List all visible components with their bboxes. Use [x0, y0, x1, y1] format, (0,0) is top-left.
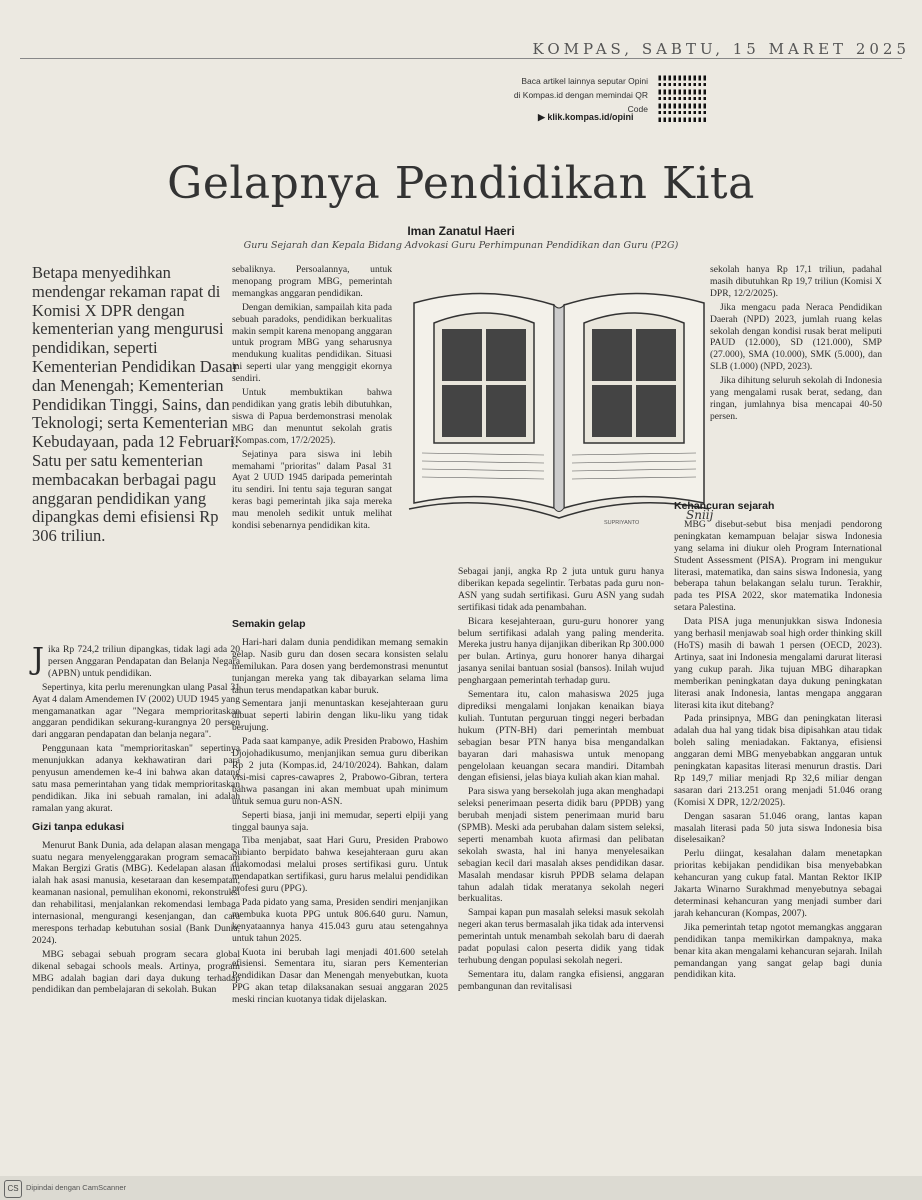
paragraph: Menurut Bank Dunia, ada delapan alasan mengapa suatu negara menyelenggarakan program semacam Makan Bergizi Gratis (MBG). Kedelapan alasan itu ialah hak asasi manusia, kesetaraan dan kesempatan, keamanan nasional, pemulihan ekonomi, rekonstruksi dan rehabilitasi, menjalankan rekomendasi lembaga internasional, mengurangi kesenjangan, dan cara merespons terhadap kebutuhan sosial (Bank Dunia, 2024).	[32, 839, 240, 946]
paragraph: Dengan demikian, sampailah kita pada sebuah paradoks, pendidikan berkualitas makin sempit karena menopang anggaran untuk program MBG yang seharusnya mendukung kualitas pendidikan. Situasi ini seperti ular yang menggigit ekornya sendiri.	[232, 301, 392, 385]
open-book-window-illustration	[404, 263, 714, 533]
illustrator-signature: Sniij	[686, 508, 714, 522]
column-1	[32, 644, 240, 998]
paragraph: Dengan sasaran 51.046 orang, lantas kapan masalah literasi pada 50 juta siswa Indonesia bisa diselesaikan?	[674, 810, 882, 846]
column-2	[232, 264, 392, 534]
paragraph: Sementara itu, calon mahasiswa 2025 juga diprediksi mengalami lonjakan kenaikan biaya kuliah. Tuntutan perguruan tinggi negeri berbadan hukum (PTN-BH) dari pemerintah membuat sebagian besar PTN hanya bisa mengandalkan bayaran dari mahasiswa untuk menopang pengelolaan keuangan secara mandiri. Ditambah dengan efisiensi, jelas biaya kuliah akan kian mahal.	[458, 689, 664, 784]
qr-line-1: Baca artikel lainnya seputar Opini	[521, 76, 648, 86]
camscanner-icon: CS	[4, 1180, 22, 1198]
paragraph: Pada prinsipnya, MBG dan peningkatan literasi adalah dua hal yang tidak bisa dipisahkan atau tidak boleh saling meniadakan. Faktanya, efisiensi anggaran demi MBG menyebabkan anggaran untuk peningkatan kapasitas literasi menurun drastis. Dari Rp 149,7 miliar menjadi Rp 32,6 miliar dengan sasaran dari 213.251 orang menjadi 51.046 orang (Komisi X DPR, 12/2/2025).	[674, 713, 882, 808]
paragraph: Sejatinya para siswa ini lebih memahami "prioritas" dalam Pasal 31 Ayat 2 UUD 1945 daripada pemerintah itu sendiri. Ini tentu saja teguran sangat keras bagi pemerintah jika saja mereka mau menoleh sedikit untuk melihat kondisi sebenarnya pendidikan kita.	[232, 448, 392, 532]
paragraph: Pada pidato yang sama, Presiden sendiri menjanjikan membuka kuota PPG untuk 806.640 guru. Namun, kenyataannya hanya 415.043 guru atau setengahnya untuk tahun 2025.	[232, 896, 448, 944]
scanner-footer	[0, 1176, 922, 1200]
paragraph: MBG sebagai sebuah program secara global dikenal sebagai schools meals. Artinya, program MBG adalah bagian dari daya dukung terhadap pendidikan dan pembelajaran di sekolah. Bukan	[32, 948, 240, 996]
paragraph: Sementara itu, dalam rangka efisiensi, anggaran pembangunan dan revitalisasi	[458, 968, 664, 992]
paragraph: Untuk membuktikan bahwa pendidikan yang gratis lebih dibutuhkan, siswa di Papua berdemonstrasi menolak MBG dan menuntut sekolah gratis (Kompas.com, 17/2/2025).	[232, 387, 392, 446]
subheading: Semakin gelap	[232, 618, 306, 630]
paragraph: Penggunaan kata "memprioritaskan" sepertinya menunjukkan adanya kekhawatiran dari para penyusun amendemen ke-4 ini bahwa akan datang satu masa pemerintahan yang tidak memprioritaskan pendidikan. Jika ini sebuah ramalan, ini adalah ramalan yang akurat.	[32, 743, 240, 814]
qr-link[interactable]: ▶ klik.kompas.id/opini	[538, 112, 634, 122]
paragraph: Para siswa yang bersekolah juga akan menghadapi seleksi penerimaan peserta didik baru (PPDB) yang berubah menjadi sistem penerimaan murid baru (SPMB). Meski ada perubahan dalam sistem seleksi, seperti menambah kuota afirmasi dan pelibatan sekolah swasta, hal ini hanya menyelesaikan sebagian kecil dari masalah akses pendidikan dasar. Masalah mendasar kisruh PPDB selama delapan tahun adalah tidak meratanya sekolah negeri berkualitas.	[458, 786, 664, 905]
left-window-icon	[434, 313, 534, 443]
header-rule	[20, 58, 902, 59]
article-title: Gelapnya Pendidikan Kita	[167, 158, 755, 209]
paragraph: Pada saat kampanye, adik Presiden Prabowo, Hashim Djojohadikusumo, menjanjikan semua guru diberikan Rp 2 juta (Kompas.id, 24/10/2024). Bahkan, dalam visi-misi capres-cawapres 2, Prabowo-Gibran, tertera bahwa pasangan ini akan membuat upah minimum untuk semua guru non-ASN.	[232, 736, 448, 807]
paragraph: Jika mengacu pada Neraca Pendidikan Daerah (NPD) 2023, jumlah ruang kelas sekolah dengan kondisi rusak berat meliputi PAUD (12.000), SD (121.000), SMP (27.000), SMA (10.000), SMK (5.000), dan SLB (1.000) (NPD, 2023).	[710, 301, 882, 373]
paragraph	[32, 644, 240, 680]
author-affiliation: Guru Sejarah dan Kepala Bidang Advokasi Guru Perhimpunan Pendidikan dan Guru (P2G)	[243, 240, 679, 251]
paragraph-text: ika Rp 724,2 triliun dipangkas, tidak lagi ada 20 persen Anggaran Pendapatan dan Belanja Negara (APBN) untuk pendidikan.	[48, 644, 240, 679]
illustration-credit: SUPRIYANTO	[604, 520, 640, 526]
subheading: Kehancuran sejarah	[674, 500, 775, 512]
qr-line-2: di Kompas.id dengan memindai QR Code	[513, 90, 648, 114]
column-3	[458, 566, 664, 995]
paragraph: Seperti biasa, janji ini memudar, seperti elpiji yang tinggal baunya saja.	[232, 809, 448, 833]
paragraph: Hari-hari dalam dunia pendidikan memang semakin gelap. Nasib guru dan dosen secara konsisten selalu memilukan. Para dosen yang berdemonstrasi menuntut tunjangan mereka yang tak dibayarkan selama lima tahun terus mendapatkan kabar buruk.	[232, 636, 448, 696]
qr-text	[498, 74, 648, 116]
author-name: Iman Zanatul Haeri	[407, 224, 515, 238]
paragraph: Data PISA juga menunjukkan siswa Indonesia yang berhasil menjawab soal high order thinking skill (HoTS) masih di bawah 1 persen (OECD, 2023). Artinya, saat ini Indonesia mengalami darurat literasi yang cukup parah. Jika tujuan MBG diharapkan memberikan peningkatan daya dukung peningkatan literasi anak Indonesia, lantas mengapa anggaran literasi kita ikut ditebang?	[674, 616, 882, 711]
column-2-lower	[232, 612, 448, 1008]
paragraph: Bicara kesejahteraan, guru-guru honorer yang belum sertifikasi adalah yang paling menderita. Mereka justru hanya dijanjikan diberikan Rp 300.000 per bulan. Artinya, guru honorer hanya dihargai jasanya senilai bantuan sosial (bansos). Inilah wujud penghargaan pemerintah terhadap guru.	[458, 615, 664, 687]
column-4-lower	[674, 494, 882, 983]
dropcap: J	[32, 642, 45, 677]
qr-code-icon[interactable]	[656, 72, 706, 122]
paragraph: Sampai kapan pun masalah seleksi masuk sekolah negeri akan terus bermasalah jika tidak ada intervensi pemerintah untuk menambah sekolah baru di daerah padat populasi calon peserta didik yang tidak terhubung dengan populasi sekolah negeri.	[458, 907, 664, 966]
subheading: Gizi tanpa edukasi	[32, 820, 125, 833]
paragraph: Sebagai janji, angka Rp 2 juta untuk guru hanya diberikan kepada segelintir. Terbatas pada guru non-ASN yang sudah sertifikasi. Guru ASN yang sudah sertifikasi tidak ada penambahan.	[458, 566, 664, 613]
paragraph: Sementara janji menuntaskan kesejahteraan guru dibuat seperti labirin dengan liku-liku yang tidak berujung.	[232, 698, 448, 734]
paragraph: Jika dihitung seluruh sekolah di Indonesia yang mengalami rusak berat, sedang, dan ringan, jumlahnya bisa mencapai 40-50 persen.	[710, 375, 882, 422]
paragraph: Jika pemerintah tetap ngotot memangkas anggaran pendidikan tanpa memikirkan dampaknya, maka benar kita akan mengalami kehancuran sejarah. Inilah pemandangan yang sangat gelap bagi dunia pendidikan kita.	[674, 921, 882, 981]
lead-paragraph: Betapa menyedihkan mendengar rekaman rapat di Komisi X DPR dengan kementerian yang mengurusi pendidikan, seperti Kementerian Pendidikan Dasar dan Menengah; Kementerian Pendidikan Tinggi, Sains, dan Teknologi; serta Kementerian Kebudayaan, pada 12 Februari. Satu per satu kementerian membacakan berbagai pagu anggaran pendidikan yang dipangkas demi efisiensi Rp 306 triliun.	[32, 263, 239, 546]
column-4-upper	[710, 264, 882, 425]
paragraph: Kuota ini berubah lagi menjadi 401.600 setelah efisiensi. Sementara itu, siaran pers Kementerian Pendidikan Dasar dan Menengah menyebutkan, kuota PPG akan tetap dilaksanakan sesuai anggaran 2025 meski rincian kuotanya tidak dijelaskan.	[232, 946, 448, 1006]
paragraph: MBG disebut-sebut bisa menjadi pendorong peningkatan kemampuan belajar siswa Indonesia yang selama ini diukur oleh Program International Student Assessment (PISA). Program ini mengukur literasi, matematika, dan sains siswa Indonesia, yang beberapa tahun belakangan selalu turun. Terakhir, pada tes PISA 2022, skor matematika Indonesia setara Palestina.	[674, 518, 882, 614]
qr-promo	[498, 72, 898, 128]
scanner-watermark: Dipindai dengan CamScanner	[26, 1183, 127, 1192]
right-window-icon	[584, 313, 684, 443]
paragraph: sekolah hanya Rp 17,1 triliun, padahal masih dibutuhkan Rp 19,7 triliun (Komisi X DPR, 12/2/2025).	[710, 264, 882, 299]
paragraph: Tiba menjabat, saat Hari Guru, Presiden Prabowo Subianto berpidato bahwa kesejahteraan guru akan diakomodasi melalui proses sertifikasi guru. Untuk mendapatkan sertifikasi, guru harus melalui pendidikan profesi guru (PPG).	[232, 835, 448, 895]
paragraph: Perlu diingat, kesalahan dalam menetapkan prioritas kebijakan pendidikan bisa menyebabkan kehancuran yang cukup fatal. Mantan Rektor IKIP Jakarta Winarno Surakhmad menyebutnya sebagai determinasi kehancuran yang menjadi sumber dari jarah kehancuran (Kompas, 2007).	[674, 848, 882, 919]
paragraph: Sepertinya, kita perlu merenungkan ulang Pasal 31 Ayat 4 dalam Amendemen IV (2002) UUD 1945 yang mengamanatkan agar "Negara memprioritaskan anggaran pendidikan sekurang-kurangnya 20 persen dari anggaran pendapatan dan belanja negara".	[32, 681, 240, 741]
masthead: KOMPAS, SABTU, 15 MARET 2025	[532, 40, 910, 58]
paragraph: sebaliknya. Persoalannya, untuk menopang program MBG, pemerintah memangkas anggaran pendidikan.	[232, 264, 392, 299]
